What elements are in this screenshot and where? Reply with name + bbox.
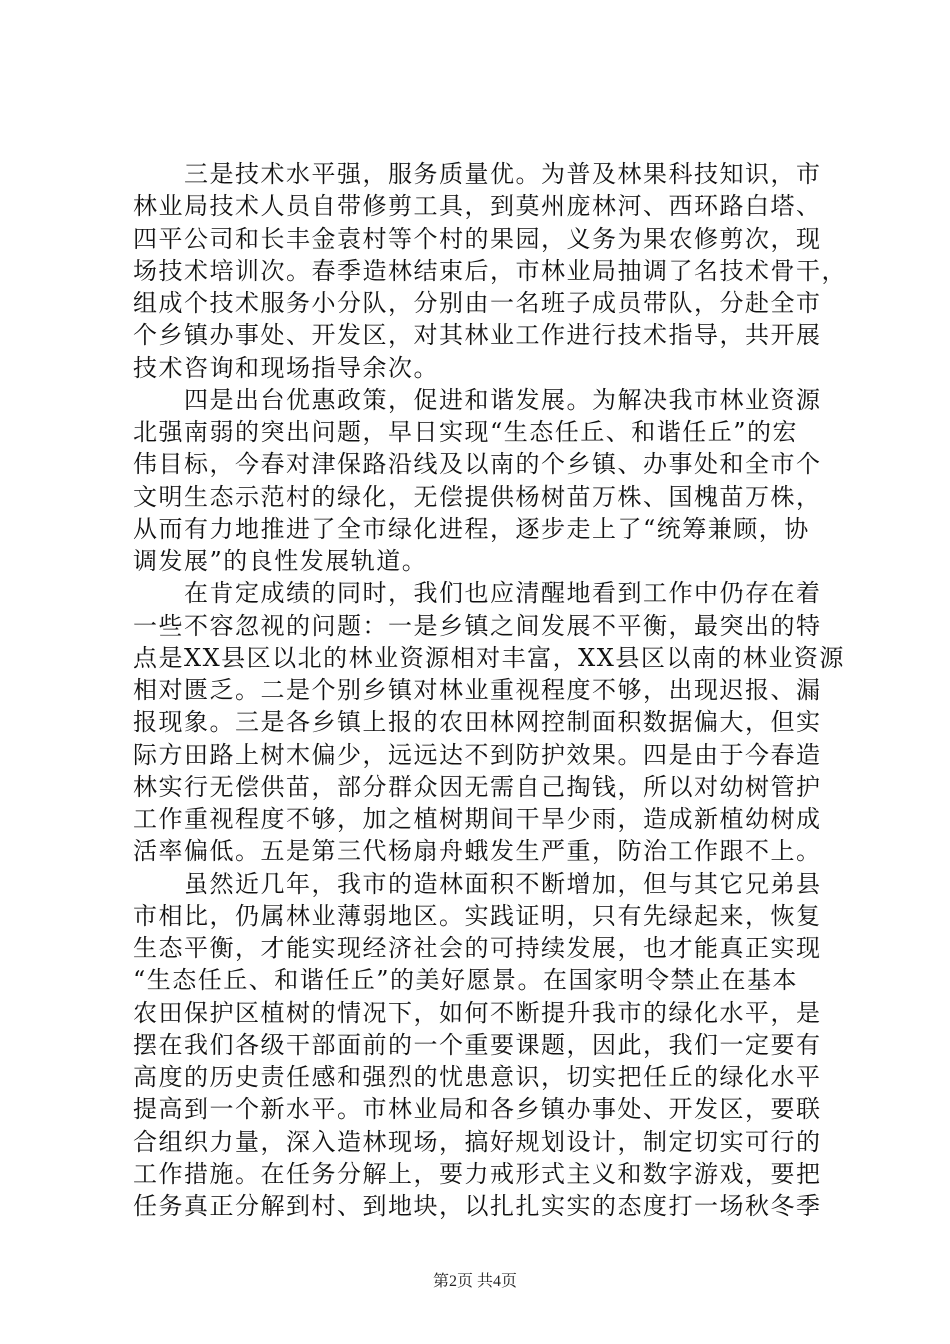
text-line: 活率偏低。五是第三代杨扇舟蛾发生严重，防治工作跟不上。 (133, 837, 822, 865)
text-line: 摆在我们各级干部面前的一个重要课题，因此，我们一定要有 (133, 1031, 822, 1059)
text-line: 组成个技术服务小分队，分别由一名班子成员带队，分赴全市 (133, 289, 822, 317)
text-line: “生态任丘、和谐任丘”的美好愿景。在国家明令禁止在基本 (133, 966, 799, 994)
text-line: 从而有力地推进了全市绿化进程，逐步走上了“统筹兼顾，协 (133, 515, 810, 543)
text-line: 个乡镇办事处、开发区，对其林业工作进行技术指导，共开展 (133, 321, 822, 349)
text-line: 场技术培训次。春季造林结束后，市林业局抽调了名技术骨干， (133, 257, 847, 285)
text-line: 林业局技术人员自带修剪工具，到莫州庞林河、西环路白塔、 (133, 192, 822, 220)
text-line: 伟目标，今春对津保路沿线及以南的个乡镇、办事处和全市个 (133, 450, 822, 478)
text-line: 报现象。三是各乡镇上报的农田林网控制面积数据偏大，但实 (133, 708, 822, 736)
text-line: 在肯定成绩的同时，我们也应清醒地看到工作中仍存在着 (133, 579, 822, 607)
text-line: 合组织力量，深入造林现场，搞好规划设计，制定切实可行的 (133, 1128, 822, 1156)
text-line: 调发展”的良性发展轨道。 (133, 547, 428, 575)
text-line: 虽然近几年，我市的造林面积不断增加，但与其它兄弟县 (133, 870, 822, 898)
text-line: 高度的历史责任感和强烈的忧患意识，切实把任丘的绿化水平 (133, 1063, 822, 1091)
text-line: 北强南弱的突出问题，早日实现“生态任丘、和谐任丘”的宏 (133, 418, 799, 446)
text-line: 四平公司和长丰金袁村等个村的果园，义务为果农修剪次，现 (133, 225, 822, 253)
text-line: 际方田路上树木偏少，远远达不到防护效果。四是由于今春造 (133, 741, 822, 769)
text-line: 技术咨询和现场指导余次。 (133, 354, 439, 382)
text-line: 三是技术水平强，服务质量优。为普及林果科技知识，市 (133, 160, 822, 188)
text-line: 生态平衡，才能实现经济社会的可持续发展，也才能真正实现 (133, 934, 822, 962)
text-line: 工作措施。在任务分解上，要力戒形式主义和数字游戏，要把 (133, 1160, 822, 1188)
text-line: 点是XX县区以北的林业资源相对丰富，XX县区以南的林业资源 (133, 644, 845, 672)
text-line: 林实行无偿供苗，部分群众因无需自己掏钱，所以对幼树管护 (133, 773, 822, 801)
text-line: 文明生态示范村的绿化，无偿提供杨树苗万株、国槐苗万株， (133, 483, 822, 511)
text-line: 农田保护区植树的情况下，如何不断提升我市的绿化水平，是 (133, 999, 822, 1027)
text-line: 四是出台优惠政策，促进和谐发展。为解决我市林业资源 (133, 386, 822, 414)
text-line: 相对匮乏。二是个别乡镇对林业重视程度不够，出现迟报、漏 (133, 676, 822, 704)
text-line: 一些不容忽视的问题：一是乡镇之间发展不平衡，最突出的特 (133, 612, 822, 640)
text-line: 工作重视程度不够，加之植树期间干旱少雨，造成新植幼树成 (133, 805, 822, 833)
text-line: 任务真正分解到村、到地块，以扎扎实实的态度打一场秋冬季 (133, 1192, 822, 1220)
text-line: 市相比，仍属林业薄弱地区。实践证明，只有先绿起来，恢复 (133, 902, 822, 930)
text-line: 提高到一个新水平。市林业局和各乡镇办事处、开发区，要联 (133, 1095, 822, 1123)
page-footer: 第2页 共4页 (432, 1273, 517, 1290)
